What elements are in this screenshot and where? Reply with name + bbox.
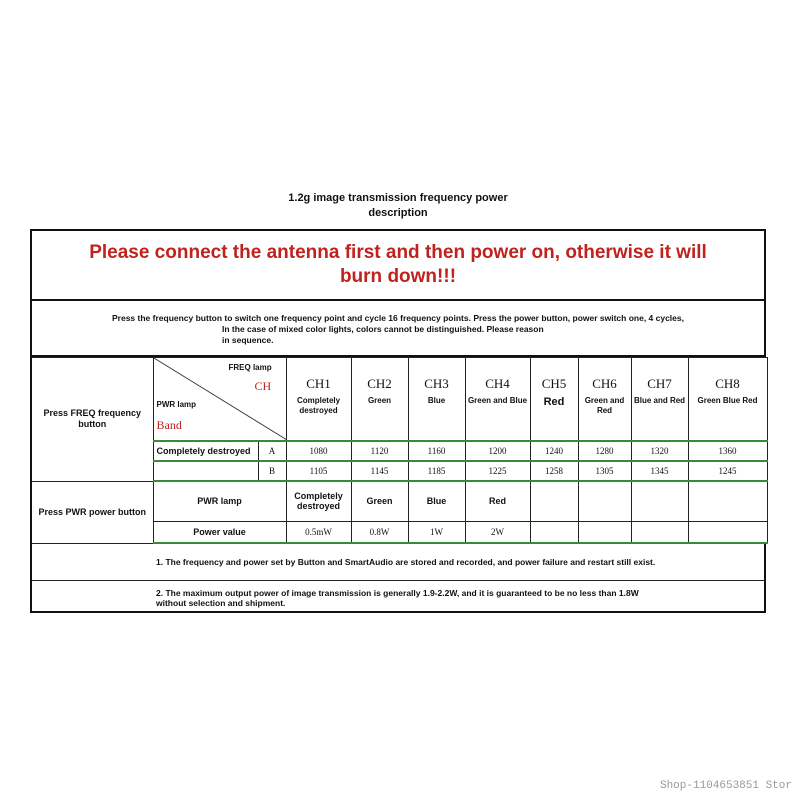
- freq-a-ch7: 1320: [631, 441, 688, 461]
- ch5-header: [530, 358, 578, 442]
- pwr-lamp-2: Green: [351, 481, 408, 521]
- notes-section: [30, 544, 766, 613]
- empty-cell: [688, 481, 767, 521]
- freq-b-ch1: 1105: [286, 461, 351, 481]
- ch7-name: CH7: [647, 376, 672, 391]
- row-a-band: A: [258, 441, 286, 461]
- ch1-header: [286, 358, 351, 442]
- freq-b-ch3: 1185: [408, 461, 465, 481]
- freq-a-ch8: 1360: [688, 441, 767, 461]
- ch3-header: [408, 358, 465, 442]
- freq-b-ch6: 1305: [578, 461, 631, 481]
- intro-text: [30, 301, 766, 357]
- row-a-pwr: Completely destroyed: [153, 441, 258, 461]
- pwr-lamp-1: Completely destroyed: [286, 481, 351, 521]
- note-2: [32, 581, 764, 611]
- freq-b-ch4: 1225: [465, 461, 530, 481]
- intro-line-1: Press the frequency button to switch one frequency point and cycle 16 frequency points. Press the power button, power switch one, 4 cycles,: [112, 313, 684, 323]
- freq-b-ch8: 1245: [688, 461, 767, 481]
- ch8-color: Green Blue Red: [697, 396, 758, 405]
- ch3-name: CH3: [424, 376, 449, 391]
- freq-a-ch4: 1200: [465, 441, 530, 461]
- freq-a-ch1: 1080: [286, 441, 351, 461]
- power-value-4: 2W: [465, 521, 530, 543]
- ch7-color: Blue and Red: [633, 396, 686, 405]
- diag-band: Band: [156, 418, 182, 432]
- ch6-header: [578, 358, 631, 442]
- ch6-color: Green and Red: [584, 396, 625, 415]
- freq-a-ch2: 1120: [351, 441, 408, 461]
- row-b-band: B: [258, 461, 286, 481]
- ch2-header: [351, 358, 408, 442]
- ch1-name: CH1: [306, 376, 331, 391]
- ch4-color: Green and Blue: [467, 396, 528, 405]
- shop-watermark: Shop-1104653851 Stor: [659, 780, 792, 792]
- power-value-1: 0.5mW: [286, 521, 351, 543]
- pwr-section-label: Press PWR power button: [31, 481, 153, 543]
- empty-cell: [530, 521, 578, 543]
- empty-cell: [578, 521, 631, 543]
- title-line-1: 1.2g image transmission frequency power: [288, 192, 508, 204]
- diag-pwr-lamp: PWR lamp: [156, 400, 197, 409]
- pwr-lamp-4: Red: [465, 481, 530, 521]
- frequency-power-table: [30, 357, 768, 544]
- ch6-name: CH6: [592, 376, 617, 391]
- ch7-header: [631, 358, 688, 442]
- empty-cell: [631, 481, 688, 521]
- freq-section-label: Press FREQ frequency button: [31, 358, 153, 482]
- title-line-2: description: [368, 207, 428, 219]
- diagonal-header: [153, 358, 286, 442]
- intro-line-3: in sequence.: [222, 335, 274, 345]
- empty-cell: [578, 481, 631, 521]
- note-2-line-1: 2. The maximum output power of image transmission is generally 1.9-2.2W, and it is guaranteed to be no less than 1.8W: [156, 588, 639, 598]
- ch2-name: CH2: [367, 376, 392, 391]
- power-value-2: 0.8W: [351, 521, 408, 543]
- document-title: [30, 183, 766, 229]
- ch4-name: CH4: [485, 376, 510, 391]
- diag-freq-lamp: FREQ lamp: [228, 363, 272, 372]
- power-value-3: 1W: [408, 521, 465, 543]
- antenna-warning: Please connect the antenna first and then power on, otherwise it will burn down!!!: [30, 229, 766, 301]
- ch5-name: CH5: [541, 376, 567, 391]
- ch3-color: Blue: [427, 396, 446, 405]
- freq-b-ch7: 1345: [631, 461, 688, 481]
- note-1: 1. The frequency and power set by Button and SmartAudio are stored and recorded, and power failure and restart still exist.: [32, 544, 764, 581]
- freq-b-ch2: 1145: [351, 461, 408, 481]
- diag-ch: CH: [254, 379, 272, 393]
- ch1-color: Completely destroyed: [296, 396, 341, 415]
- power-value-label: Power value: [153, 521, 286, 543]
- freq-a-ch3: 1160: [408, 441, 465, 461]
- ch8-header: [688, 358, 767, 442]
- ch5-color: Red: [543, 396, 565, 408]
- ch4-header: [465, 358, 530, 442]
- ch2-color: Green: [367, 396, 392, 405]
- ch8-name: CH8: [715, 376, 740, 391]
- pwr-lamp-label: PWR lamp: [153, 481, 286, 521]
- freq-a-ch5: 1240: [530, 441, 578, 461]
- spec-sheet: [30, 183, 766, 613]
- empty-cell: [631, 521, 688, 543]
- empty-cell: [530, 481, 578, 521]
- freq-b-ch5: 1258: [530, 461, 578, 481]
- empty-cell: [688, 521, 767, 543]
- freq-a-ch6: 1280: [578, 441, 631, 461]
- pwr-lamp-3: Blue: [408, 481, 465, 521]
- row-b-pwr: [153, 461, 258, 481]
- note-2-line-2: without selection and shipment.: [156, 598, 286, 608]
- intro-line-2: In the case of mixed color lights, colors cannot be distinguished. Please reason: [222, 324, 544, 334]
